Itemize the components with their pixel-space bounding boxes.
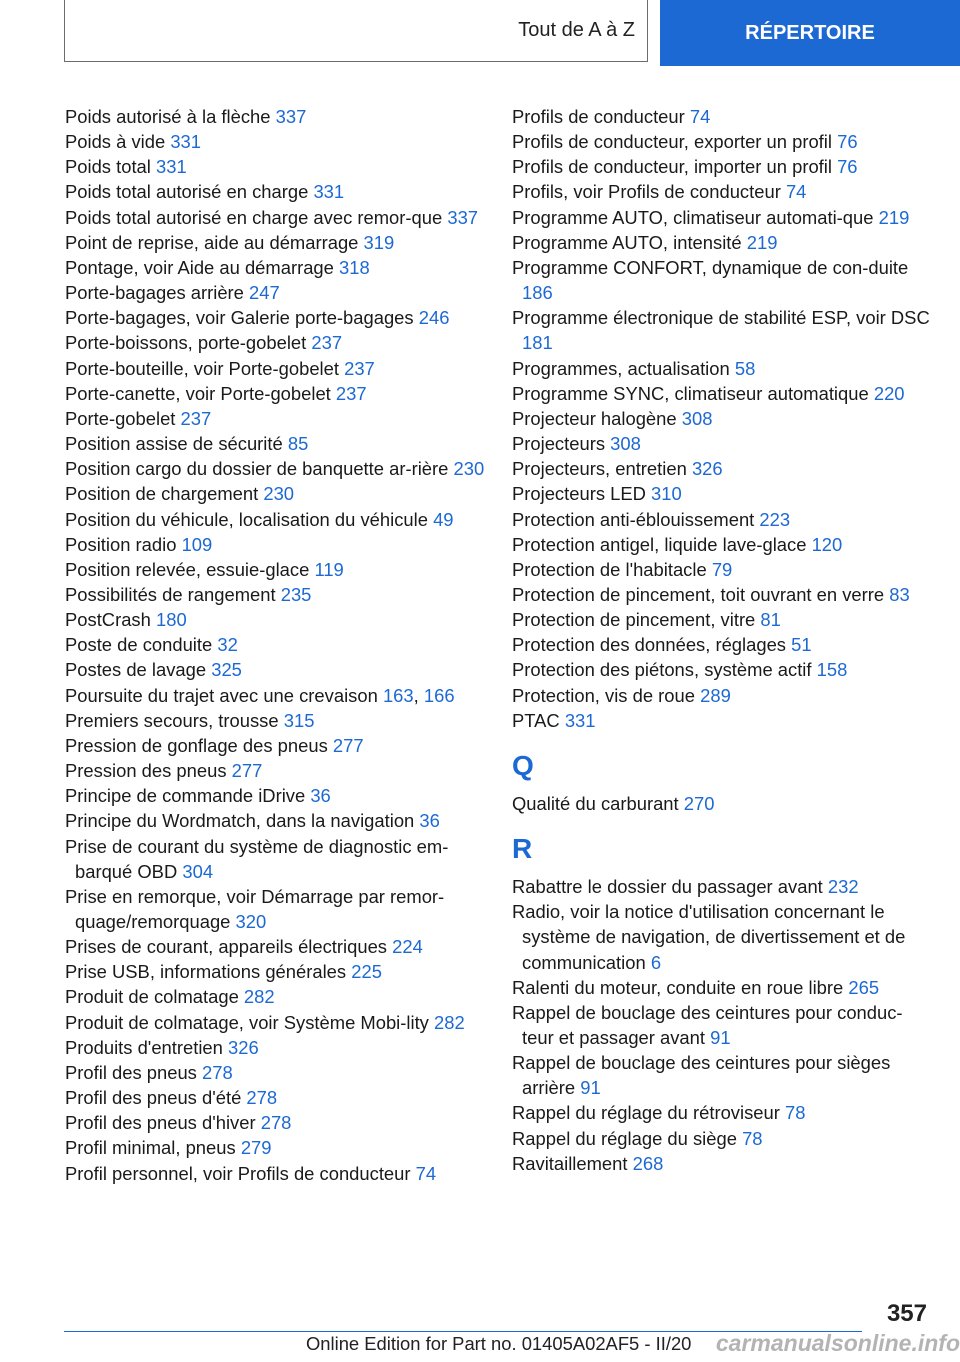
index-entry	[65, 607, 485, 632]
index-term: Position radio	[65, 533, 177, 555]
index-entry	[65, 330, 485, 355]
index-term: Produits d'entretien	[65, 1036, 223, 1058]
index-entry	[65, 381, 485, 406]
index-term: Prise USB, informations générales	[65, 961, 347, 983]
index-term: Ravitaillement	[512, 1152, 628, 1174]
index-tab-label: RÉPERTOIRE	[745, 21, 875, 44]
index-entry	[65, 406, 485, 431]
page-link[interactable]: 120	[811, 533, 843, 555]
index-entry	[65, 557, 485, 582]
page-link[interactable]: 76	[837, 156, 858, 178]
page-link[interactable]: 308	[681, 407, 713, 429]
index-term: Position relevée, essuie-glace	[65, 558, 310, 580]
page-link[interactable]: 279	[240, 1137, 272, 1159]
page-link[interactable]: 237	[311, 332, 343, 354]
index-entry	[65, 657, 485, 682]
page-link[interactable]: 237	[180, 407, 212, 429]
page-link[interactable]: 265	[848, 976, 880, 998]
page-link[interactable]: 277	[231, 760, 263, 782]
index-entry	[512, 205, 932, 230]
index-term: Projecteurs, entretien	[512, 458, 687, 480]
page-link[interactable]: 235	[280, 583, 312, 605]
index-term: Programmes, actualisation	[512, 357, 730, 379]
index-entry	[512, 481, 932, 506]
page-link[interactable]: 78	[742, 1127, 763, 1149]
page-link[interactable]: 109	[181, 533, 213, 555]
page-link[interactable]: 278	[202, 1061, 233, 1083]
index-term: Poids total autorisé en charge avec remor‐que	[65, 206, 443, 228]
index-term: Projecteur halogène	[512, 407, 677, 429]
page-number: 357	[886, 1300, 927, 1327]
page-link[interactable]: 230	[263, 483, 295, 505]
index-term: Produit de colmatage	[65, 986, 239, 1008]
index-entry	[65, 230, 485, 255]
page-link[interactable]: 78	[784, 1102, 806, 1124]
page-link[interactable]: 308	[610, 433, 641, 455]
index-term: Programme AUTO, intensité	[512, 231, 742, 253]
index-term: Porte-bagages arrière	[65, 282, 244, 304]
page-link[interactable]: 36	[419, 810, 440, 832]
index-term: Rappel de bouclage des ceintures pour sièges arrière	[512, 1052, 891, 1099]
index-entry	[512, 129, 932, 154]
index-term: PostCrash	[65, 609, 151, 631]
page-link[interactable]: 268	[632, 1152, 664, 1174]
index-entry	[65, 255, 485, 280]
index-term: Profils de conducteur	[512, 106, 685, 127]
index-term: Protection de l'habitacle	[512, 558, 707, 580]
index-term: Prise en remorque, voir Démarrage par remor‐quage/remorquage	[65, 885, 445, 932]
index-term: Rappel du réglage du rétroviseur	[512, 1102, 780, 1124]
index-term: Programme SYNC, climatiseur automatique	[512, 382, 869, 404]
page-link[interactable]: 219	[878, 206, 910, 228]
page-link[interactable]: 320	[235, 911, 267, 932]
page-link[interactable]: 186	[522, 282, 553, 304]
index-term: Possibilités de rangement	[65, 583, 276, 605]
index-term: Protection des données, réglages	[512, 634, 787, 656]
index-term: Programme CONFORT, dynamique de con‐duite	[512, 256, 909, 278]
page-link[interactable]: 325	[211, 659, 242, 681]
page-link[interactable]: 337	[275, 106, 307, 127]
index-entry	[65, 431, 485, 456]
index-term: Protection antigel, liquide lave-glace	[512, 533, 807, 555]
index-entry	[512, 708, 932, 733]
index-entry	[512, 607, 932, 632]
letter-heading: Q	[512, 749, 534, 781]
page-link[interactable]: 74	[785, 181, 807, 203]
index-entry	[65, 356, 485, 381]
page-link[interactable]: 230	[453, 458, 485, 480]
index-entry	[65, 456, 485, 481]
index-entry	[65, 582, 485, 607]
index-term: Qualité du carburant	[512, 792, 679, 814]
page-link[interactable]: 337	[447, 206, 479, 228]
index-entry	[65, 532, 485, 557]
index-term: Profil des pneus d'été	[65, 1087, 242, 1109]
page-link[interactable]: 331	[156, 156, 187, 178]
index-term: Position de chargement	[65, 483, 259, 505]
index-term: Protection de pincement, vitre	[512, 609, 756, 631]
index-term: Pontage, voir Aide au démarrage	[65, 256, 334, 278]
index-term: Position cargo du dossier de banquette ar‐rière	[65, 458, 449, 480]
index-term: Poids autorisé à la flèche	[65, 106, 271, 127]
page-link[interactable]: 181	[522, 332, 553, 354]
index-term: Projecteurs	[512, 433, 606, 455]
index-entry	[512, 456, 932, 481]
index-term: Protection des piétons, système actif	[512, 659, 812, 681]
index-term: Rappel du réglage du siège	[512, 1127, 737, 1149]
page-link[interactable]: 74	[689, 106, 711, 127]
index-entry	[65, 632, 485, 657]
page-link[interactable]: 277	[332, 734, 364, 756]
page-link[interactable]: 223	[759, 508, 791, 530]
index-entry	[512, 791, 932, 816]
index-entry	[65, 507, 485, 532]
page-link[interactable]: 6	[650, 951, 662, 973]
page-link[interactable]: 278	[260, 1112, 292, 1134]
index-entry	[65, 884, 485, 934]
page-link[interactable]: 318	[339, 256, 370, 278]
index-term: Poids à vide	[65, 131, 166, 153]
page-link[interactable]: 49	[433, 508, 454, 530]
page-link[interactable]: 76	[837, 131, 858, 153]
page-link[interactable]: 224	[392, 936, 423, 958]
index-entry	[65, 154, 485, 179]
index-term: Profil minimal, pneus	[65, 1137, 236, 1159]
index-term: Poursuite du trajet avec une crevaison	[65, 684, 378, 706]
index-entry	[65, 205, 485, 230]
page-link[interactable]: 220	[873, 382, 905, 404]
page-link[interactable]: 326	[691, 458, 723, 480]
index-term: Protection de pincement, toit ouvrant en verre	[512, 583, 885, 605]
index-term: Prises de courant, appareils électriques	[65, 936, 388, 958]
index-entry	[65, 305, 485, 330]
section-title: Tout de A à Z	[518, 19, 635, 41]
index-entry	[65, 1135, 485, 1160]
index-entry	[512, 1126, 932, 1151]
index-term: Profils de conducteur, importer un profil	[512, 156, 832, 178]
index-term: Porte-bagages, voir Galerie porte-bagages	[65, 307, 414, 329]
index-term: Position du véhicule, localisation du véhicule	[65, 508, 428, 530]
page-link[interactable]: 119	[314, 558, 344, 580]
page-link[interactable]: 278	[246, 1087, 278, 1109]
page-link[interactable]: 225	[351, 961, 382, 983]
section-title-tab[interactable]	[64, 0, 648, 62]
page-link[interactable]: 91	[710, 1027, 731, 1048]
page-link[interactable]: 91	[580, 1077, 601, 1099]
index-entry	[512, 1000, 932, 1050]
index-entry	[512, 1100, 932, 1125]
page-link[interactable]: 81	[760, 609, 781, 631]
page-link[interactable]: 158	[816, 659, 848, 681]
page-link[interactable]: 85	[287, 433, 309, 455]
page-link[interactable]: 219	[746, 231, 778, 253]
page-link[interactable]: 237	[344, 357, 375, 379]
index-term: Profils de conducteur, exporter un profil	[512, 131, 832, 153]
index-column-left	[65, 104, 485, 1186]
index-entry	[512, 431, 932, 456]
index-entry	[512, 975, 932, 1000]
page-link[interactable]: 58	[734, 357, 756, 379]
page-link[interactable]: 247	[249, 282, 280, 304]
index-entry	[512, 507, 932, 532]
index-term: Projecteurs LED	[512, 483, 646, 505]
page-link[interactable]: 163	[382, 684, 414, 706]
index-term: PTAC	[512, 709, 560, 731]
index-entry	[65, 1085, 485, 1110]
index-entry	[512, 230, 932, 255]
index-entry	[65, 179, 485, 204]
index-term: Principe du Wordmatch, dans la navigation	[65, 810, 415, 832]
index-entry	[512, 532, 932, 557]
index-entry	[65, 1161, 485, 1186]
index-term: Premiers secours, trousse	[65, 709, 279, 731]
index-term: Porte-boissons, porte-gobelet	[65, 332, 307, 354]
index-term: Protection anti-éblouissement	[512, 508, 755, 530]
index-term: Programme AUTO, climatiseur automati‐que	[512, 206, 874, 228]
edition-note: Online Edition for Part no. 01405A02AF5 - II/20	[306, 1333, 692, 1354]
index-term: Porte-bouteille, voir Porte-gobelet	[65, 357, 339, 379]
index-entry	[65, 959, 485, 984]
page-link[interactable]: 32	[217, 634, 238, 656]
index-term: Principe de commande iDrive	[65, 785, 306, 807]
index-term: Rabattre le dossier du passager avant	[512, 876, 823, 898]
index-entry	[512, 305, 932, 355]
index-term: Postes de lavage	[65, 659, 207, 681]
index-entry	[512, 657, 932, 682]
index-entry	[65, 129, 485, 154]
index-term: Poste de conduite	[65, 634, 213, 656]
index-entry	[65, 1060, 485, 1085]
page-link[interactable]: 282	[434, 1011, 465, 1033]
index-term: Rappel de bouclage des ceintures pour conduc‐teur et passager avant	[512, 1001, 903, 1048]
index-term: Prise de courant du système de diagnostic em‐barqué OBD	[65, 835, 449, 882]
index-entry	[512, 154, 932, 179]
index-term: Profil personnel, voir Profils de conducteur	[65, 1162, 411, 1184]
page-link[interactable]: 289	[700, 684, 731, 706]
page-link[interactable]: 246	[418, 307, 450, 329]
index-term: Protection, vis de roue	[512, 684, 695, 706]
page-link[interactable]: 282	[243, 986, 275, 1008]
index-entry	[65, 834, 485, 884]
index-entry	[512, 356, 932, 381]
page-link[interactable]: 83	[889, 583, 910, 605]
index-entry	[512, 1151, 932, 1176]
index-term: Point de reprise, aide au démarrage	[65, 231, 359, 253]
index-entry	[512, 104, 932, 129]
index-entry: Poursuite du trajet avec une crevaison 163, 166	[65, 684, 455, 706]
page-link[interactable]: 319	[363, 231, 395, 253]
index-term: Position assise de sécurité	[65, 433, 283, 455]
index-term: Radio, voir la notice d'utilisation concernant le système de navigation, de divertissement et de communication	[512, 901, 906, 973]
page-link[interactable]: 36	[310, 785, 331, 807]
index-entry	[512, 557, 932, 582]
index-term: Porte-canette, voir Porte-gobelet	[65, 382, 331, 404]
index-term: Profil des pneus d'hiver	[65, 1112, 256, 1134]
index-term: Pression de gonflage des pneus	[65, 734, 328, 756]
page-link[interactable]: 79	[711, 558, 733, 580]
index-entry	[65, 934, 485, 959]
index-entry	[512, 582, 932, 607]
page-link[interactable]: 51	[791, 634, 812, 656]
index-entry	[512, 899, 932, 974]
index-entry	[65, 1010, 485, 1035]
index-term: Poids total autorisé en charge	[65, 181, 309, 203]
index-term: Profil des pneus	[65, 1061, 197, 1083]
index-term: Porte-gobelet	[65, 407, 176, 429]
page-link[interactable]: 331	[564, 709, 596, 731]
index-term: Pression des pneus	[65, 760, 227, 782]
page-link[interactable]: 270	[683, 792, 715, 814]
page-link[interactable]: 326	[228, 1036, 259, 1058]
page-link[interactable]: 304	[182, 860, 214, 882]
index-entry	[512, 179, 932, 204]
page-link[interactable]: 315	[283, 709, 315, 731]
index-entry	[512, 255, 932, 305]
index-entry	[65, 481, 485, 506]
index-entry	[65, 280, 485, 305]
page-link[interactable]: 74	[415, 1162, 437, 1184]
index-entry	[65, 783, 485, 808]
index-term: Programme électronique de stabilité ESP, voir DSC	[512, 307, 930, 329]
page-link[interactable]: 166	[423, 684, 455, 706]
page-link[interactable]: 331	[170, 131, 202, 153]
page-link[interactable]: 232	[827, 876, 859, 898]
page-link[interactable]: 310	[651, 483, 682, 505]
index-entry	[512, 1050, 932, 1100]
index-term: Produit de colmatage, voir Système Mobi‐lity	[65, 1011, 429, 1033]
index-entry	[512, 632, 932, 657]
index-column-right	[512, 104, 932, 1176]
index-entry	[65, 808, 485, 833]
letter-heading: R	[512, 833, 533, 865]
index-entry	[65, 733, 485, 758]
index-term: Profils, voir Profils de conducteur	[512, 181, 781, 203]
index-entry	[512, 683, 932, 708]
index-entry	[65, 1035, 485, 1060]
page-link[interactable]: 331	[313, 181, 345, 203]
index-tab[interactable]	[660, 0, 960, 66]
index-entry	[65, 984, 485, 1009]
index-entry	[512, 406, 932, 431]
index-term: Ralenti du moteur, conduite en roue libre	[512, 976, 844, 998]
index-entry	[65, 758, 485, 783]
page-header	[0, 0, 960, 66]
index-entry	[65, 1110, 485, 1135]
index-entry	[512, 874, 932, 899]
index-entry	[65, 104, 485, 129]
index-entry	[65, 708, 485, 733]
page-link[interactable]: 180	[155, 609, 187, 631]
index-term: Poids total	[65, 156, 151, 178]
index-entry	[512, 381, 932, 406]
watermark: carmanualsonline.info	[715, 1330, 960, 1356]
page-link[interactable]: 237	[335, 382, 367, 404]
